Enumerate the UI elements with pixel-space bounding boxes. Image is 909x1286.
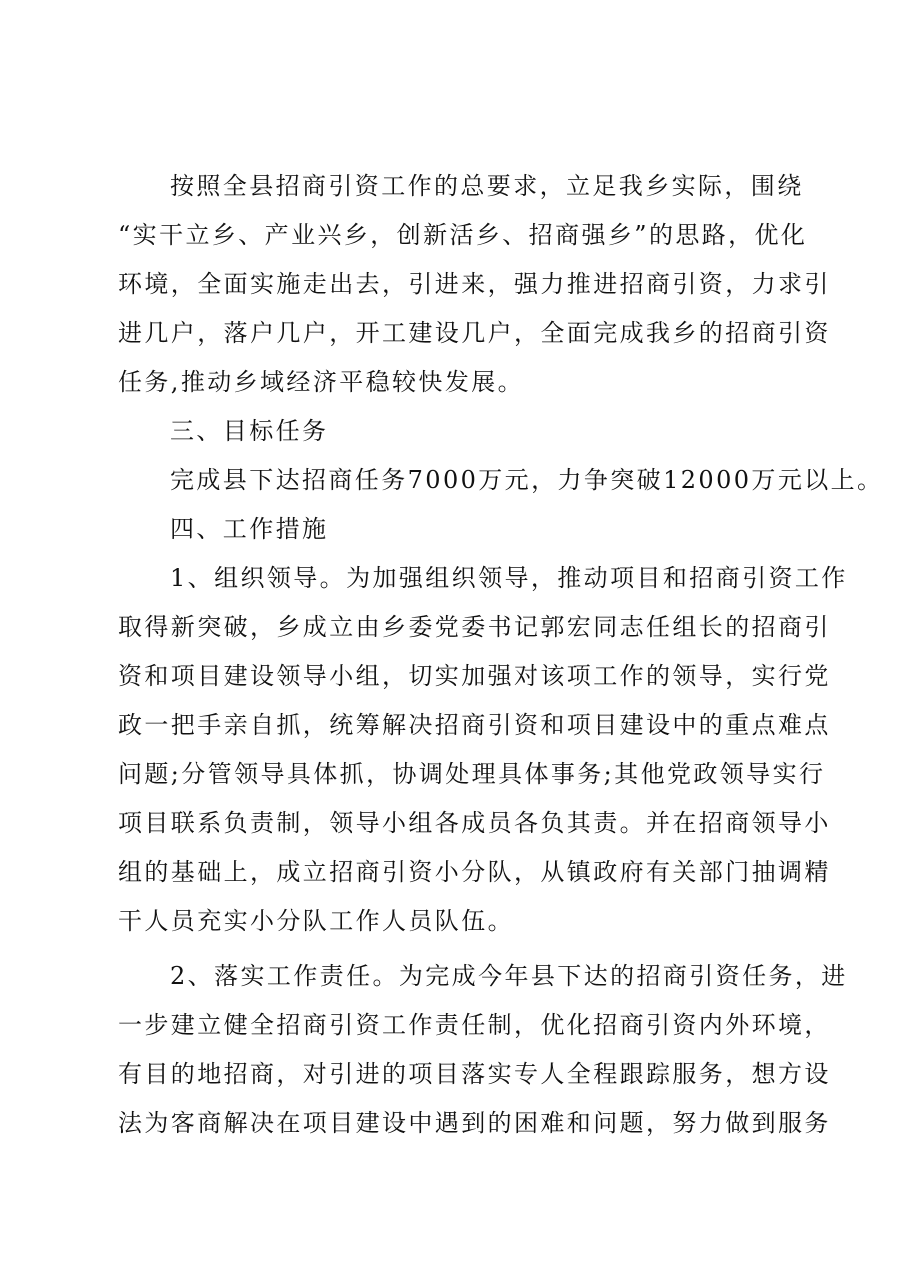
- text-line: 资和项目建设领导小组，切实加强对该项工作的领导，实行党: [118, 662, 831, 690]
- text-line: “实干立乡、产业兴乡，创新活乡、招商强乡”的思路，优化: [118, 221, 808, 249]
- paragraph-targets: 完成县下达招商任务7000万元，力争突破12000万元以上。: [170, 466, 884, 494]
- text-line: 取得新突破，乡成立由乡委党委书记郭宏同志任组长的招商引: [118, 613, 831, 641]
- paragraph-measure-2: [118, 952, 848, 1148]
- text-line: 政一把手亲自抓，统筹解决招商引资和项目建设中的重点难点: [118, 711, 831, 739]
- text-line: 法为客商解决在项目建设中遇到的困难和问题，努力做到服务: [118, 1109, 831, 1137]
- text-line: 问题;分管领导具体抓，协调处理具体事务;其他党政领导实行: [118, 760, 826, 788]
- text-line: 有目的地招商，对引进的项目落实专人全程跟踪服务，想方设: [118, 1060, 831, 1088]
- text-line: 干人员充实小分队工作人员队伍。: [118, 907, 514, 935]
- text-line: 进几户，落户几户，开工建设几户，全面完成我乡的招商引资: [118, 319, 831, 347]
- paragraph-measure-1: [118, 554, 848, 946]
- text-line: 组的基础上，成立招商引资小分队，从镇政府有关部门抽调精: [118, 858, 831, 886]
- text-line: 按照全县招商引资工作的总要求，立足我乡实际，围绕: [170, 172, 804, 200]
- text-line: 任务,推动乡域经济平稳较快发展。: [118, 368, 525, 396]
- section-heading-targets: 三、目标任务: [170, 417, 329, 445]
- text-line: 1、组织领导。为加强组织领导，推动项目和招商引资工作: [170, 564, 848, 592]
- text-line: 项目联系负责制，领导小组各成员各负其责。并在招商领导小: [118, 809, 831, 837]
- text-line: 2、落实工作责任。为完成今年县下达的招商引资任务，进: [170, 962, 848, 990]
- text-line: 一步建立健全招商引资工作责任制，优化招商引资内外环境，: [118, 1011, 831, 1039]
- section-heading-measures: 四、工作措施: [170, 515, 329, 543]
- text-line: 环境，全面实施走出去，引进来，强力推进招商引资，力求引: [118, 270, 831, 298]
- document-body: [118, 162, 884, 1148]
- paragraph-intro: [118, 162, 831, 407]
